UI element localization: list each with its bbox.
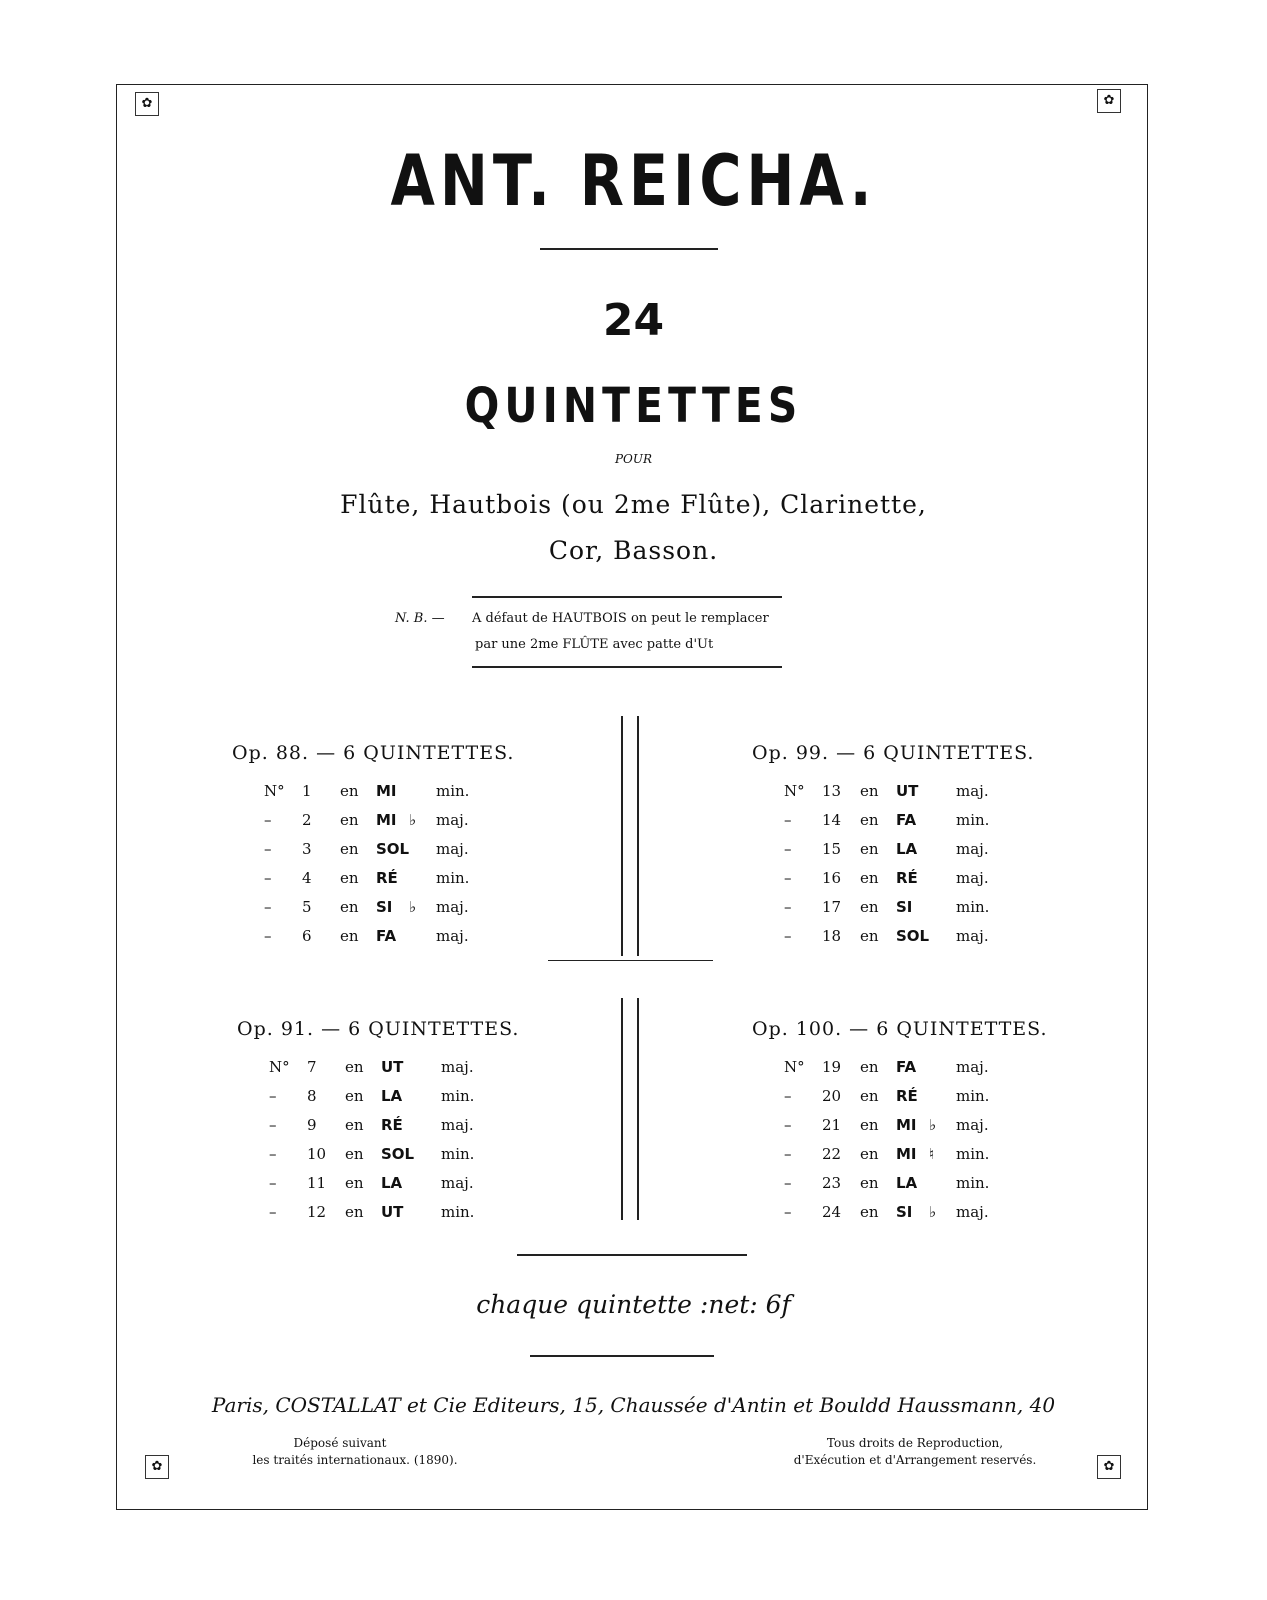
entry-mode: maj. <box>956 1058 989 1076</box>
entry-num: 20 <box>822 1087 842 1105</box>
divider <box>472 596 782 598</box>
entry-prefix: – <box>269 1116 277 1134</box>
pour-label: POUR <box>614 452 653 466</box>
entry-mode: maj. <box>956 840 989 858</box>
entry-num: 9 <box>307 1116 317 1134</box>
entry-mode: maj. <box>956 1203 989 1221</box>
divider <box>530 1355 714 1357</box>
entry-en: en <box>345 1087 364 1105</box>
quintet-count: 24 <box>602 295 665 346</box>
entry-key: LA <box>896 840 918 858</box>
entry-key: UT <box>381 1203 404 1221</box>
entry-en: en <box>860 1087 879 1105</box>
opus-header: Op. 91. — 6 QUINTETTES. <box>237 1018 520 1040</box>
entry-en: en <box>860 1203 879 1221</box>
entry-prefix: – <box>784 1116 792 1134</box>
entry-mode: min. <box>436 782 470 800</box>
entry-num: 6 <box>302 927 312 945</box>
entry-mode: maj. <box>436 811 469 829</box>
entry-en: en <box>340 782 359 800</box>
entry-prefix: – <box>784 927 792 945</box>
entry-prefix: N° <box>269 1058 290 1076</box>
publisher-line: Paris, COSTALLAT et Cie Editeurs, 15, Chaussée d'Antin et Bouldd Haussmann, 40 <box>211 1393 1056 1417</box>
entry-en: en <box>345 1058 364 1076</box>
entry-mode: maj. <box>436 898 469 916</box>
entry-key: SOL <box>896 927 930 945</box>
opus-header: Op. 100. — 6 QUINTETTES. <box>752 1018 1048 1040</box>
entry-num: 13 <box>822 782 842 800</box>
entry-acc: ♭ <box>929 1116 937 1134</box>
entry-en: en <box>860 782 879 800</box>
nb-line-1: A défaut de HAUTBOIS on peut le remplacer <box>472 611 769 626</box>
entry-acc: ♭ <box>409 898 417 916</box>
entry-acc: ♭ <box>409 811 417 829</box>
entry-num: 8 <box>307 1087 317 1105</box>
entry-en: en <box>860 1174 879 1192</box>
entry-num: 3 <box>302 840 312 858</box>
entry-num: 4 <box>302 869 312 887</box>
entry-en: en <box>345 1203 364 1221</box>
rights-line-1: Tous droits de Reproduction, <box>826 1436 1004 1450</box>
ornamental-column <box>621 716 639 956</box>
entry-prefix: – <box>269 1203 277 1221</box>
entry-prefix: – <box>264 898 272 916</box>
entry-mode: maj. <box>956 927 989 945</box>
entry-en: en <box>860 898 879 916</box>
ornamental-column <box>621 998 639 1220</box>
divider <box>472 666 782 668</box>
entry-key: MI <box>896 1145 917 1163</box>
entry-mode: min. <box>956 1174 990 1192</box>
entry-en: en <box>860 811 879 829</box>
opus-header: Op. 99. — 6 QUINTETTES. <box>752 742 1035 764</box>
corner-ornament-icon: ✿ <box>1097 1455 1121 1479</box>
entry-prefix: N° <box>784 1058 805 1076</box>
entry-key: LA <box>896 1174 918 1192</box>
entry-key: MI <box>376 811 397 829</box>
entry-mode: min. <box>436 869 470 887</box>
entry-en: en <box>345 1174 364 1192</box>
entry-prefix: – <box>269 1087 277 1105</box>
entry-mode: min. <box>956 811 990 829</box>
entry-en: en <box>340 840 359 858</box>
entry-mode: min. <box>956 1087 990 1105</box>
entry-prefix: – <box>784 1174 792 1192</box>
entry-mode: min. <box>441 1145 475 1163</box>
divider <box>517 1254 747 1256</box>
entry-prefix: – <box>264 840 272 858</box>
entry-en: en <box>860 869 879 887</box>
entry-prefix: – <box>264 927 272 945</box>
entry-key: UT <box>381 1058 404 1076</box>
entry-key: FA <box>896 1058 917 1076</box>
entry-key: FA <box>376 927 397 945</box>
entry-num: 17 <box>822 898 842 916</box>
entry-prefix: – <box>269 1145 277 1163</box>
deposit-line-1: Déposé suivant <box>293 1436 387 1450</box>
entry-mode: min. <box>441 1087 475 1105</box>
entry-mode: maj. <box>956 782 989 800</box>
entry-en: en <box>860 927 879 945</box>
entry-num: 22 <box>822 1145 842 1163</box>
entry-prefix: – <box>264 869 272 887</box>
entry-mode: maj. <box>441 1116 474 1134</box>
entry-key: MI <box>376 782 397 800</box>
entry-num: 23 <box>822 1174 842 1192</box>
entry-en: en <box>340 869 359 887</box>
entry-key: RÉ <box>896 869 918 887</box>
entry-key: LA <box>381 1174 403 1192</box>
entry-num: 19 <box>822 1058 842 1076</box>
entry-mode: min. <box>441 1203 475 1221</box>
nb-line-2: par une 2me FLÛTE avec patte d'Ut <box>475 637 714 652</box>
entry-prefix: – <box>784 1087 792 1105</box>
entry-num: 24 <box>822 1203 842 1221</box>
composer-title: ANT. REICHA. <box>390 140 877 222</box>
deposit-line-2: les traités internationaux. (1890). <box>252 1453 458 1467</box>
price-text: chaque quintette :net: 6f <box>476 1290 791 1319</box>
rights-line-2: d'Exécution et d'Arrangement reservés. <box>793 1453 1037 1467</box>
entry-prefix: N° <box>264 782 285 800</box>
entry-mode: maj. <box>956 869 989 887</box>
entry-key: RÉ <box>896 1087 918 1105</box>
entry-key: LA <box>381 1087 403 1105</box>
entry-mode: maj. <box>436 927 469 945</box>
entry-en: en <box>860 1116 879 1134</box>
entry-mode: maj. <box>441 1058 474 1076</box>
entry-prefix: – <box>264 811 272 829</box>
entry-prefix: – <box>784 1145 792 1163</box>
entry-mode: maj. <box>436 840 469 858</box>
entry-num: 12 <box>307 1203 327 1221</box>
entry-en: en <box>340 927 359 945</box>
entry-prefix: – <box>784 869 792 887</box>
entry-en: en <box>860 1058 879 1076</box>
instruments-line-1: Flûte, Hautbois (ou 2me Flûte), Clarinette, <box>340 490 927 519</box>
entry-num: 10 <box>307 1145 327 1163</box>
entry-en: en <box>340 898 359 916</box>
entry-num: 5 <box>302 898 312 916</box>
entry-en: en <box>345 1116 364 1134</box>
entry-acc: ♮ <box>929 1145 935 1163</box>
entry-mode: maj. <box>441 1174 474 1192</box>
entry-mode: min. <box>956 1145 990 1163</box>
entry-key: UT <box>896 782 919 800</box>
entry-num: 21 <box>822 1116 842 1134</box>
entry-key: SOL <box>376 840 410 858</box>
entry-key: FA <box>896 811 917 829</box>
nb-label: N. B. — <box>395 611 445 626</box>
entry-num: 11 <box>307 1174 327 1192</box>
entry-num: 2 <box>302 811 312 829</box>
entry-num: 16 <box>822 869 842 887</box>
entry-num: 7 <box>307 1058 317 1076</box>
corner-ornament-icon: ✿ <box>145 1455 169 1479</box>
opus-header: Op. 88. — 6 QUINTETTES. <box>232 742 515 764</box>
entry-key: SI <box>896 1203 913 1221</box>
corner-ornament-icon: ✿ <box>135 92 159 116</box>
entry-en: en <box>345 1145 364 1163</box>
entry-en: en <box>860 1145 879 1163</box>
entry-prefix: – <box>269 1174 277 1192</box>
entry-num: 15 <box>822 840 842 858</box>
entry-prefix: – <box>784 1203 792 1221</box>
entry-num: 18 <box>822 927 842 945</box>
entry-acc: ♭ <box>929 1203 937 1221</box>
divider <box>540 248 718 250</box>
instruments-line-2: Cor, Basson. <box>548 536 719 565</box>
entry-mode: min. <box>956 898 990 916</box>
work-title: QUINTETTES <box>464 378 803 434</box>
entry-num: 14 <box>822 811 842 829</box>
entry-key: RÉ <box>376 869 398 887</box>
entry-key: RÉ <box>381 1116 403 1134</box>
entry-en: en <box>860 840 879 858</box>
entry-prefix: N° <box>784 782 805 800</box>
entry-key: SOL <box>381 1145 415 1163</box>
corner-ornament-icon: ✿ <box>1097 89 1121 113</box>
entry-prefix: – <box>784 840 792 858</box>
entry-key: MI <box>896 1116 917 1134</box>
entry-key: SI <box>376 898 393 916</box>
entry-mode: maj. <box>956 1116 989 1134</box>
entry-prefix: – <box>784 811 792 829</box>
entry-key: SI <box>896 898 913 916</box>
entry-en: en <box>340 811 359 829</box>
entry-prefix: – <box>784 898 792 916</box>
entry-num: 1 <box>302 782 312 800</box>
ornamental-base <box>548 960 713 961</box>
